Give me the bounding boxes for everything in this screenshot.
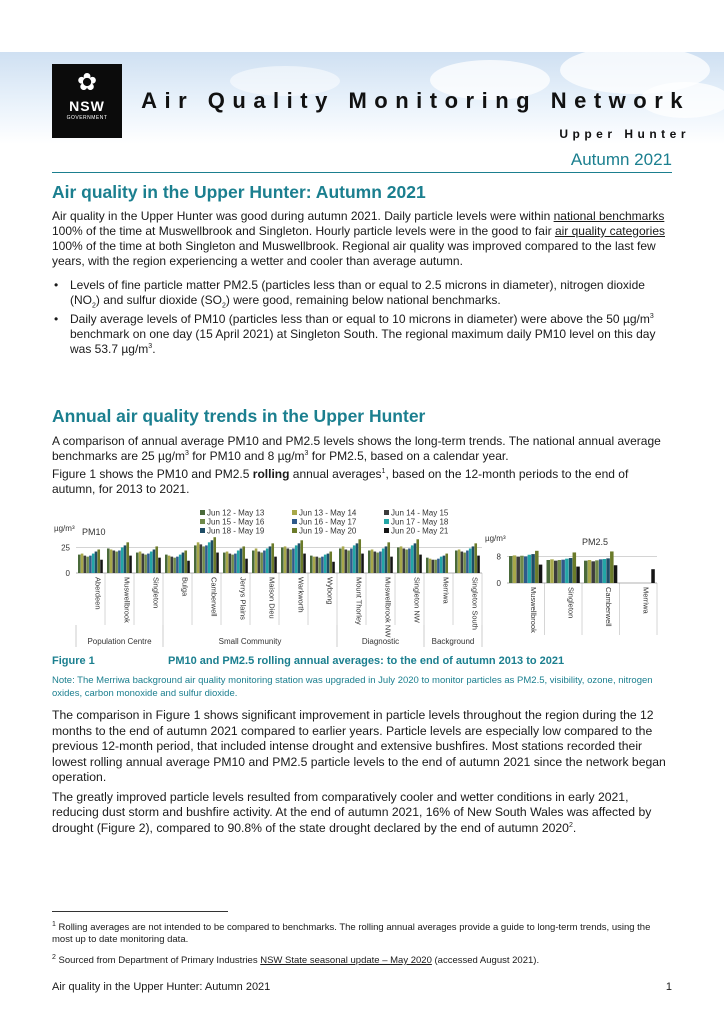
text-run: 100% of the time at both Singleton and Muswellbrook. Regional air quality was improved compared to the last few years, with the region experiencing a wetter and cooler than average autumn. xyxy=(52,239,656,268)
bar xyxy=(118,551,121,573)
text-run: Rolling averages are not intended to be compared to benchmarks. The rolling annual averages provide a guide to long-term trends, using the most up to date monitoring data. xyxy=(52,922,651,945)
group-label: Population Centre xyxy=(87,637,152,646)
bar xyxy=(205,545,208,573)
network-subtitle: Upper Hunter xyxy=(559,127,690,141)
legend-label: Jun 13 - May 14 xyxy=(299,508,357,518)
bar xyxy=(387,542,390,573)
bar xyxy=(147,554,150,573)
bar xyxy=(414,543,417,573)
section-discussion xyxy=(52,708,672,836)
bar xyxy=(173,558,176,573)
bar xyxy=(329,552,332,573)
text-run: benchmark on one day (15 April 2021) at Singleton South. The regional maximum daily PM10 level on this day was 53.7 µg/m xyxy=(70,327,656,356)
bar xyxy=(472,546,475,573)
chart-title: PM10 xyxy=(82,527,106,537)
bar xyxy=(216,553,219,573)
bar xyxy=(603,559,607,583)
chart-svg xyxy=(52,507,672,647)
bar xyxy=(584,561,588,583)
legend-label: Jun 15 - May 16 xyxy=(207,517,265,527)
bar xyxy=(266,548,269,573)
bar xyxy=(129,556,132,573)
category-label: Mount Thorley xyxy=(354,577,364,625)
bar xyxy=(255,548,258,573)
bar xyxy=(150,552,153,573)
bar xyxy=(316,557,319,573)
bar xyxy=(144,555,147,573)
footnote-number: 2 xyxy=(52,953,56,961)
bar xyxy=(295,545,298,573)
bar xyxy=(171,557,174,573)
bar xyxy=(606,558,610,583)
bar xyxy=(374,552,377,573)
bar xyxy=(313,557,316,573)
category-label: Maison Dieu xyxy=(267,577,277,619)
bar xyxy=(200,544,203,573)
bar xyxy=(466,551,469,573)
bar xyxy=(263,551,266,573)
page-number: 1 xyxy=(665,981,672,993)
bar xyxy=(382,548,385,573)
bar xyxy=(202,546,205,573)
nsw-government-logo xyxy=(52,64,122,138)
section-heading: Annual air quality trends in the Upper Hunter xyxy=(52,406,426,426)
bar xyxy=(107,548,110,573)
bar xyxy=(226,552,229,573)
category-label: Muswellbrook NW xyxy=(383,577,393,638)
bar xyxy=(516,557,520,583)
bar xyxy=(591,561,595,583)
bar xyxy=(287,548,290,573)
bullet-item xyxy=(52,312,672,357)
discussion-paragraph xyxy=(52,790,672,837)
superscript: 3 xyxy=(304,450,309,457)
chart-title: PM2.5 xyxy=(582,537,609,547)
bar xyxy=(477,556,480,573)
bar xyxy=(223,553,226,573)
legend-swatch xyxy=(384,528,389,533)
trends-paragraph xyxy=(52,434,672,464)
text-run: annual averages xyxy=(289,467,382,481)
bar xyxy=(95,552,98,573)
bar xyxy=(245,559,248,573)
bar xyxy=(179,555,182,573)
bar xyxy=(284,546,287,573)
network-title: Air Quality Monitoring Network xyxy=(141,88,690,113)
legend-label: Jun 17 - May 18 xyxy=(391,517,449,527)
legend-label: Jun 19 - May 20 xyxy=(299,526,357,536)
y-tick-label: 0 xyxy=(65,569,70,578)
bar xyxy=(588,560,592,583)
bar xyxy=(458,549,461,573)
bar xyxy=(379,552,382,573)
text-run: (accessed August 2021). xyxy=(431,955,540,966)
text-run: Levels of fine particle matter PM2.5 (particles less than or equal to 2.5 microns in diameter), nitrogen dioxide (NO xyxy=(70,278,645,307)
legend-swatch xyxy=(384,519,389,524)
footnote-number: 1 xyxy=(52,920,56,928)
bar xyxy=(651,569,655,583)
season-label: Autumn 2021 xyxy=(570,150,672,169)
bar xyxy=(110,549,113,573)
category-label: Singleton South xyxy=(470,577,480,630)
bar xyxy=(237,551,240,573)
bar xyxy=(565,559,569,583)
y-tick-label: 8 xyxy=(496,552,501,562)
text-run: for PM10 and 8 µg/m xyxy=(188,449,305,463)
text-run: . xyxy=(572,820,577,835)
discussion-paragraph: The comparison in Figure 1 shows significant improvement in particle levels throughout the region during the 12 months to the end of autumn 2021 compared to earlier years. Particle levels are especially low compared to the previous 12-month period, that included intense drought and extensive bushfires. Most stations recorded their lowest rolling annual average PM10 and PM2.5 particle levels to the end of autumn 2021 since the network began operation. xyxy=(52,708,666,784)
category-label: Singleton NW xyxy=(412,577,422,623)
bar xyxy=(576,567,580,583)
bar xyxy=(520,556,524,583)
category-label: Muswellbrook xyxy=(528,587,538,633)
seasonal-update-link[interactable]: NSW State seasonal update – May 2020 xyxy=(260,955,432,966)
trends-paragraph xyxy=(52,467,672,497)
y-axis-label: µg/m³ xyxy=(485,534,506,543)
footnote-1 xyxy=(52,922,672,946)
text-run: ) and sulfur dioxide (SO xyxy=(95,293,222,307)
bar xyxy=(426,558,429,573)
legend-label: Jun 18 - May 19 xyxy=(207,526,265,536)
bar xyxy=(376,553,379,573)
bar xyxy=(78,555,81,573)
bar xyxy=(187,561,190,573)
bar xyxy=(342,546,345,573)
superscript: 2 xyxy=(568,821,573,829)
bar xyxy=(400,546,403,573)
bar xyxy=(569,558,573,583)
category-label: Singleton xyxy=(151,577,161,609)
bar xyxy=(327,554,330,573)
bar xyxy=(121,547,124,573)
category-label: Wybong xyxy=(325,577,335,605)
category-label: Camberwell xyxy=(209,577,219,617)
legend-label: Jun 14 - May 15 xyxy=(391,508,449,518)
text-run: The greatly improved particle levels resulted from comparatively cooler and wetter conditions in early 2021, reducing dust storm and bushfire activity. At the end of autumn 2021, 16% of New South Wales was affected by drought (Figure 2), compared to 90.8% of the state drought declared by the end of autumn 2020 xyxy=(52,789,652,835)
bar xyxy=(274,557,277,573)
group-label: Background xyxy=(431,637,475,646)
bar xyxy=(211,540,214,573)
bar xyxy=(124,545,127,573)
bar xyxy=(429,559,432,573)
category-label: Aberdeen xyxy=(93,577,103,610)
bar xyxy=(81,554,84,573)
footnote-divider xyxy=(52,911,228,912)
bar xyxy=(258,552,261,573)
legend-label: Jun 16 - May 17 xyxy=(299,517,357,527)
category-label: Bulga xyxy=(180,577,190,597)
bar xyxy=(281,547,284,573)
footnote-2 xyxy=(52,955,672,967)
bar xyxy=(353,545,356,573)
footer-title: Air quality in the Upper Hunter: Autumn 2021 xyxy=(52,981,271,993)
category-label: Merriwa xyxy=(641,587,651,614)
legend-swatch xyxy=(292,510,297,515)
bar xyxy=(371,549,374,573)
bar xyxy=(153,549,156,573)
bar xyxy=(240,548,243,573)
bar xyxy=(208,542,211,573)
legend-swatch xyxy=(200,519,205,524)
bar xyxy=(416,539,419,573)
bar xyxy=(411,545,414,573)
figure-note: Note: The Merriwa background air quality monitoring station was upgraded in July 2020 to monitor particles as PM2.5, visibility, ozone, nitrogen oxides, carbon monoxide and sulfur dioxide. xyxy=(52,675,653,699)
bar xyxy=(405,549,408,573)
superscript: 3 xyxy=(649,313,654,320)
bar xyxy=(126,542,129,573)
category-label: Merriwa xyxy=(441,577,451,604)
bar xyxy=(168,556,171,573)
bar xyxy=(242,546,245,573)
logo-text: NSW xyxy=(69,98,105,114)
subscript: 2 xyxy=(221,302,226,310)
bar xyxy=(390,557,393,573)
bar xyxy=(155,546,158,573)
bar xyxy=(84,556,87,573)
bar xyxy=(165,555,168,573)
y-tick-label: 25 xyxy=(61,543,70,553)
bar xyxy=(197,542,200,573)
bar xyxy=(182,553,185,573)
bar xyxy=(347,551,350,573)
bar xyxy=(469,548,472,573)
bar xyxy=(550,559,554,583)
bar xyxy=(289,549,292,573)
text-run: Figure 1 shows the PM10 and PM2.5 xyxy=(52,467,253,481)
bar xyxy=(100,560,103,573)
bar xyxy=(513,555,517,583)
bar xyxy=(350,548,353,573)
bar xyxy=(614,565,618,583)
text-run: 100% of the time at Muswellbrook and Singleton. Hourly particle levels were in the good to fair xyxy=(52,224,555,238)
national-benchmarks-link[interactable]: national benchmarks xyxy=(553,209,665,223)
figure-1 xyxy=(52,507,672,647)
summary-bullets xyxy=(52,278,672,357)
y-axis-label: µg/m³ xyxy=(54,524,75,533)
bar xyxy=(437,559,440,573)
bar xyxy=(194,545,197,573)
bar xyxy=(361,554,364,573)
bar xyxy=(89,556,92,573)
legend-swatch xyxy=(200,528,205,533)
bar xyxy=(298,543,301,573)
category-label: Jerrys Plains xyxy=(238,577,248,620)
legend-swatch xyxy=(384,510,389,515)
section-heading: Air quality in the Upper Hunter: Autumn 2021 xyxy=(52,182,426,202)
bar xyxy=(358,539,361,573)
legend-swatch xyxy=(292,528,297,533)
bar xyxy=(332,562,335,573)
bar xyxy=(397,547,400,573)
figure-title: PM10 and PM2.5 rolling annual averages: to the end of autumn 2013 to 2021 xyxy=(168,655,565,667)
bar xyxy=(92,554,95,573)
bar xyxy=(599,559,603,583)
bar xyxy=(524,556,528,583)
bar xyxy=(595,560,599,583)
figure-number: Figure 1 xyxy=(52,655,95,667)
summary-paragraph xyxy=(52,209,672,269)
section-trends xyxy=(52,405,672,497)
bar xyxy=(528,555,532,583)
bar xyxy=(558,560,562,583)
bar xyxy=(310,556,313,573)
logo-subtext: GOVERNMENT xyxy=(66,115,108,121)
bold-text: rolling xyxy=(252,467,290,481)
bar xyxy=(356,543,359,573)
bar xyxy=(531,554,535,583)
bar xyxy=(324,555,327,573)
bar xyxy=(113,551,116,573)
group-label: Small Community xyxy=(218,637,282,646)
waratah-icon: ✿ xyxy=(76,69,98,96)
bar xyxy=(213,537,216,573)
superscript: 3 xyxy=(184,450,189,457)
bar xyxy=(463,553,466,573)
bar xyxy=(318,558,321,573)
bar xyxy=(509,556,513,583)
bar xyxy=(97,549,100,573)
text-run: Air quality in the Upper Hunter was good during autumn 2021. Daily particle levels were within xyxy=(52,209,554,223)
legend-swatch xyxy=(292,519,297,524)
y-tick-label: 0 xyxy=(496,579,501,588)
bar xyxy=(231,555,234,573)
bar xyxy=(535,551,539,583)
category-label: Singleton xyxy=(566,587,576,619)
bar xyxy=(339,548,342,573)
bar xyxy=(136,553,139,573)
text-run: , based on the 12-month periods to the end of autumn, for 2013 to 2021. xyxy=(52,467,629,496)
bar xyxy=(573,552,577,583)
legend-label: Jun 12 - May 13 xyxy=(207,508,265,518)
bar xyxy=(158,558,161,573)
bar xyxy=(445,554,448,573)
group-label: Diagnostic xyxy=(361,637,400,646)
bar xyxy=(234,554,237,573)
bar xyxy=(321,557,324,573)
air-quality-categories-link[interactable]: air quality categories xyxy=(554,224,665,238)
bar xyxy=(419,555,422,573)
bar xyxy=(139,552,142,573)
bar xyxy=(303,554,306,573)
bar xyxy=(385,546,388,573)
bar xyxy=(610,551,614,583)
category-label: Camberwell xyxy=(603,587,613,627)
bar xyxy=(184,551,187,573)
bar xyxy=(432,560,435,573)
bar xyxy=(345,549,348,573)
bar xyxy=(115,552,118,573)
text-run: ) were good, remaining below national benchmarks. xyxy=(225,293,501,307)
section-summary xyxy=(52,181,672,361)
bar xyxy=(539,565,543,583)
bar xyxy=(269,546,272,573)
category-label: Muswellbrook xyxy=(122,577,132,623)
legend-label: Jun 20 - May 21 xyxy=(391,526,449,536)
text-run: A comparison of annual average PM10 and PM2.5 levels shows the long-term trends. The national annual average benchmarks are 25 µg/m xyxy=(52,434,661,463)
bar xyxy=(455,551,458,573)
bar xyxy=(300,540,303,573)
category-label: Warkworth xyxy=(296,577,306,613)
subscript: 2 xyxy=(92,302,96,310)
bullet-item xyxy=(52,278,672,308)
bar xyxy=(547,560,551,583)
text-run: . xyxy=(152,342,156,356)
bar xyxy=(142,554,145,573)
bar xyxy=(292,548,295,573)
text-run: Daily average levels of PM10 (particles less than or equal to 10 microns in diameter) were above the 50 µg/m xyxy=(70,312,650,326)
bar xyxy=(443,556,446,573)
bar xyxy=(461,552,464,573)
bar xyxy=(368,551,371,573)
superscript: 3 xyxy=(148,343,153,350)
bar xyxy=(229,554,232,573)
bar xyxy=(561,560,565,583)
superscript: 1 xyxy=(381,468,386,475)
figure-caption xyxy=(52,655,564,667)
bar xyxy=(408,548,411,573)
bar xyxy=(252,551,255,573)
bar xyxy=(260,553,263,573)
text-run: for PM2.5, based on a calendar year. xyxy=(308,449,509,463)
bar xyxy=(440,557,443,573)
bar xyxy=(403,548,406,573)
page-footer xyxy=(52,981,672,993)
bar xyxy=(474,543,477,573)
bar xyxy=(434,560,437,573)
bar xyxy=(86,557,89,573)
bar xyxy=(554,561,558,583)
bar xyxy=(271,543,274,573)
bar xyxy=(176,557,179,573)
header-divider xyxy=(52,172,672,173)
text-run: Sourced from Department of Primary Industries xyxy=(55,955,261,966)
legend-swatch xyxy=(200,510,205,515)
